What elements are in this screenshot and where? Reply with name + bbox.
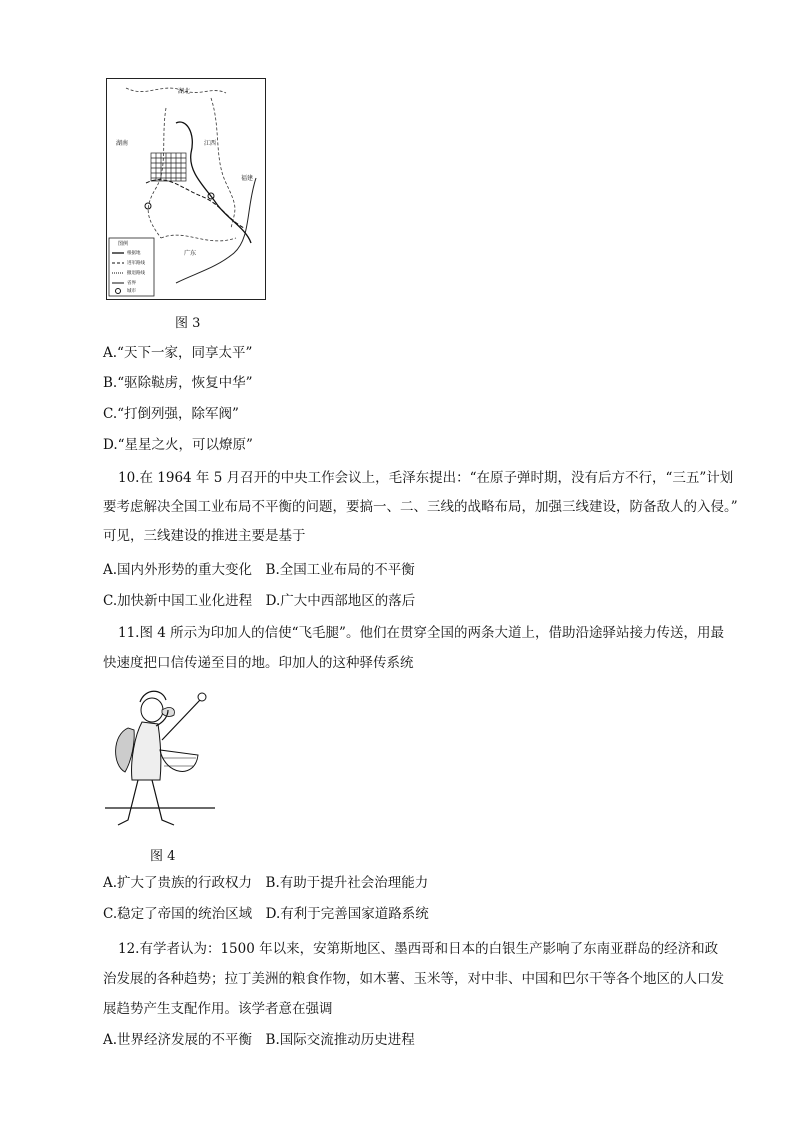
legend-item: 进军路线 xyxy=(127,261,145,266)
map-drawing xyxy=(106,78,266,300)
map-label: 广东 xyxy=(184,250,197,257)
q11-stem-line: 快速度把口信传递至目的地。印加人的这种驿传系统 xyxy=(103,655,414,671)
q9-option-a: A.“天下一家，同享太平” xyxy=(103,345,253,361)
q11-options-line: A.扩大了贵族的行政权力 B.有助于提升社会治理能力 xyxy=(103,875,429,891)
figure-4-messenger-illustration xyxy=(100,680,220,840)
map-label: 江西 xyxy=(204,140,217,147)
legend-title: 图例 xyxy=(118,241,129,247)
figure-3-caption: 图 3 xyxy=(175,316,201,331)
legend-item: 撤退路线 xyxy=(127,271,145,276)
figure-4-caption: 图 4 xyxy=(150,849,176,864)
q12-options-line: A.世界经济发展的不平衡 B.国际交流推动历史进程 xyxy=(103,1032,415,1048)
q10-stem-line: 可见，三线建设的推进主要是基于 xyxy=(103,528,306,544)
q12-stem-line: 12.有学者认为：1500 年以来，安第斯地区、墨西哥和日本的白银生产影响了东南亚群岛的经济和政 xyxy=(118,941,719,957)
q10-options-line: C.加快新中国工业化进程 D.广大中西部地区的落后 xyxy=(103,593,416,609)
legend-item: 省界 xyxy=(127,281,136,286)
q11-options-line: C.稳定了帝国的统治区域 D.有利于完善国家道路系统 xyxy=(103,906,429,922)
legend-item: 根据地 xyxy=(127,251,141,256)
q10-options-line: A.国内外形势的重大变化 B.全国工业布局的不平衡 xyxy=(103,562,415,578)
q11-stem-line: 11.图 4 所示为印加人的信使“飞毛腿”。他们在贯穿全国的两条大道上，借助沿途驿站接力传送，用最 xyxy=(118,625,724,641)
q10-stem-line: 要考虑解决全国工业布局不平衡的问题，要搞一、二、三线的战略布局，加强三线建设，防备敌人的入侵。” xyxy=(103,499,738,515)
q10-stem-line: 10.在 1964 年 5 月召开的中央工作会议上，毛泽东提出：“在原子弹时期，没有后方不行，“三五”计划 xyxy=(118,470,734,486)
q9-option-c: C.“打倒列强，除军阀” xyxy=(103,406,239,422)
map-label: 福建 xyxy=(241,175,254,182)
q9-option-b: B.“驱除鞑虏，恢复中华” xyxy=(103,375,253,391)
legend-item: 城市 xyxy=(127,289,136,294)
q12-stem-line: 治发展的各种趋势；拉丁美洲的粮食作物，如木薯、玉米等，对中非、中国和巴尔干等各个地区的人口发 xyxy=(103,971,724,987)
figure-3-map xyxy=(106,78,266,300)
q9-option-d: D.“星星之火，可以燎原” xyxy=(103,437,253,453)
q12-stem-line: 展趋势产生支配作用。该学者意在强调 xyxy=(103,1001,333,1017)
map-label: 湖南 xyxy=(116,140,129,147)
map-label: 湖北 xyxy=(178,88,191,95)
